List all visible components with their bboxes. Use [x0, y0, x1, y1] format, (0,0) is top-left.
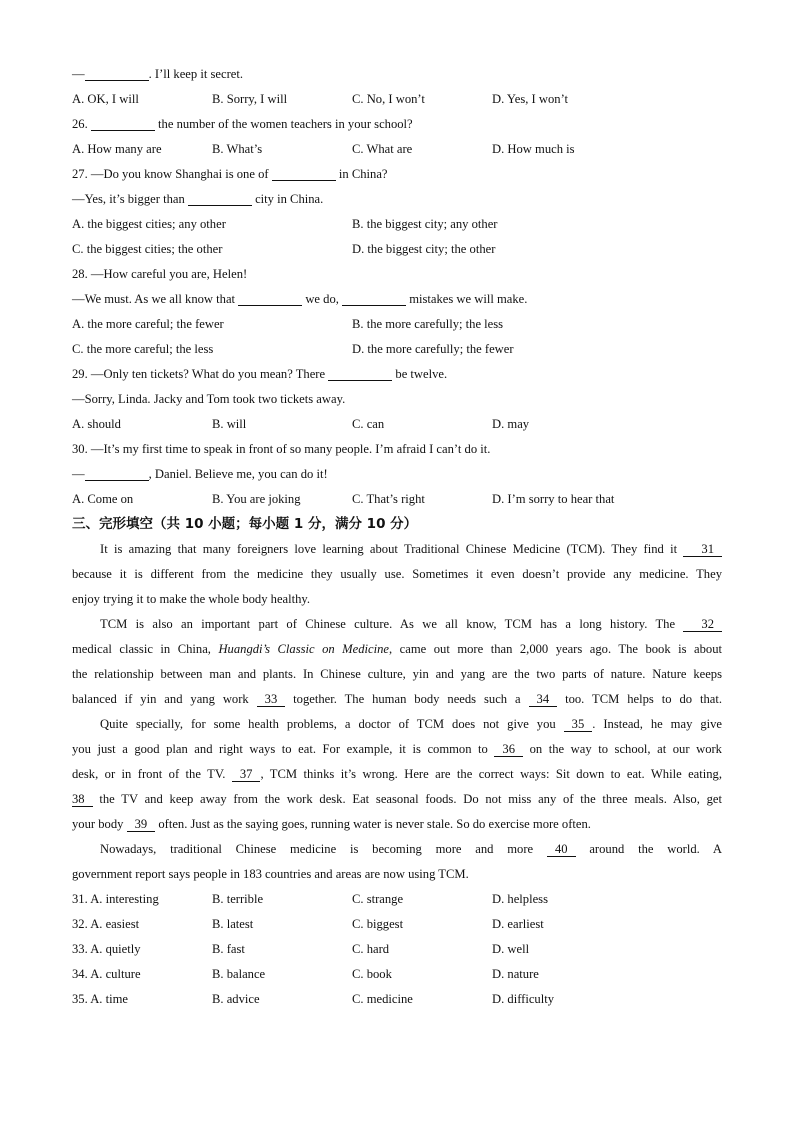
- option-a: 32. A. easiest: [72, 917, 140, 931]
- option-d: D. well: [492, 942, 530, 956]
- passage-line: [72, 737, 722, 762]
- option-a: 35. A. time: [72, 992, 128, 1006]
- option-b: B. fast: [212, 942, 245, 956]
- option-c: C. biggest: [352, 917, 404, 931]
- option-d: D. may: [492, 417, 530, 431]
- passage-line: enjoy trying it to make the whole body healthy.: [72, 592, 311, 606]
- option-d: D. the more carefully; the fewer: [352, 342, 514, 356]
- q28-options-row1: [72, 312, 722, 337]
- q28-line-b: [72, 287, 722, 312]
- option-a: 33. A. quietly: [72, 942, 141, 956]
- option-c: C. the biggest cities; the other: [72, 242, 223, 256]
- passage-line: [72, 537, 722, 562]
- dash: —: [72, 67, 85, 81]
- option-a: A. How many are: [72, 142, 162, 156]
- passage-line: the relationship between man and plants. In Chinese culture, yin and yang are the two parts of nature. Nature keeps: [72, 667, 722, 681]
- passage-text: TCM is also an important part of Chinese culture. As we all know, TCM has a long history. The: [100, 617, 676, 631]
- q30-line-a: 30. —It’s my first time to speak in front of so many people. I’m afraid I can’t do it.: [72, 442, 491, 456]
- option-c: C. medicine: [352, 992, 413, 1006]
- option-a: A. OK, I will: [72, 92, 139, 106]
- q28-text: —We must. As we all know that: [72, 292, 239, 306]
- passage-line: government report says people in 183 countries and areas are now using TCM.: [72, 867, 469, 881]
- blank-33: 33: [257, 692, 286, 707]
- answer-blank: [342, 291, 406, 306]
- q27-options-row2: [72, 237, 722, 262]
- blank-34: 34: [529, 692, 558, 707]
- option-a: A. Come on: [72, 492, 134, 506]
- passage-line: [72, 612, 722, 637]
- q29-line-b: —Sorry, Linda. Jacky and Tom took two tickets away.: [72, 392, 346, 406]
- blank-40: 40: [547, 842, 576, 857]
- option-b: B. advice: [212, 992, 260, 1006]
- q27-line-b: [72, 187, 722, 212]
- passage-text: . Instead, he may give: [592, 717, 723, 731]
- option-c: C. No, I won’t: [352, 92, 425, 106]
- answer-blank: [272, 166, 336, 181]
- passage-text: Quite specially, for some health problems, a doctor of TCM does not give you: [100, 717, 556, 731]
- answer-blank: [328, 366, 392, 381]
- q25-line: [72, 62, 722, 87]
- passage-text: you just a good plan and right ways to eat. For example, it is common to: [72, 742, 488, 756]
- q26-number: 26.: [72, 117, 91, 131]
- option-a: 31. A. interesting: [72, 892, 159, 906]
- passage-line: [72, 712, 722, 737]
- choice-row-35: [72, 987, 722, 1012]
- option-d: D. helpless: [492, 892, 548, 906]
- option-c: C. can: [352, 417, 385, 431]
- blank-38: 38: [72, 792, 93, 807]
- page-content: [72, 62, 722, 1012]
- answer-blank: [85, 466, 149, 481]
- q27-text: city in China.: [251, 192, 324, 206]
- q30-line-b: [72, 462, 722, 487]
- answer-blank: [91, 116, 155, 131]
- passage-text: , TCM thinks it’s wrong. Here are the correct ways: Sit down to eat. While eating,: [260, 767, 722, 781]
- passage-line: [72, 837, 722, 862]
- option-a: A. the biggest cities; any other: [72, 217, 226, 231]
- choice-row-33: [72, 937, 722, 962]
- passage-line: [72, 687, 722, 712]
- q26-text: the number of the women teachers in your school?: [154, 117, 413, 131]
- option-d: D. difficulty: [492, 992, 555, 1006]
- option-d: D. the biggest city; the other: [352, 242, 496, 256]
- option-d: D. earliest: [492, 917, 544, 931]
- choice-row-31: [72, 887, 722, 912]
- passage-text: together. The human body needs such a: [293, 692, 521, 706]
- book-title: Huangdi’s Classic on Medicine: [218, 642, 390, 656]
- option-b: B. Sorry, I will: [212, 92, 288, 106]
- passage-text: around the world. A: [589, 842, 722, 856]
- choice-row-32: [72, 912, 722, 937]
- option-c: C. the more careful; the less: [72, 342, 214, 356]
- passage-text: the TV and keep away from the work desk. Eat seasonal foods. Do not miss any of the three meals. Also, get: [99, 792, 722, 806]
- option-d: D. Yes, I won’t: [492, 92, 569, 106]
- passage: [72, 537, 722, 887]
- blank-35: 35: [564, 717, 593, 732]
- passage-text: often. Just as the saying goes, running water is never stale. So do exercise more often.: [158, 817, 591, 831]
- q30-text: , Daniel. Believe me, you can do it!: [148, 467, 328, 481]
- option-b: B. What’s: [212, 142, 263, 156]
- option-b: B. You are joking: [212, 492, 301, 506]
- section-heading: 三、完形填空（共 10 小题；每小题 1 分，满分 10 分）: [72, 516, 418, 532]
- passage-text: too. TCM helps to do that.: [565, 692, 723, 706]
- option-d: D. nature: [492, 967, 539, 981]
- q27-text: —Yes, it’s bigger than: [72, 192, 188, 206]
- answer-blank: [85, 66, 149, 81]
- option-b: B. will: [212, 417, 247, 431]
- passage-text: medical classic in China,: [72, 642, 219, 656]
- q27-text: 27. —Do you know Shanghai is one of: [72, 167, 272, 181]
- passage-line: [72, 812, 722, 837]
- option-b: B. the biggest city; any other: [352, 217, 498, 231]
- q28-text: mistakes we will make.: [406, 292, 528, 306]
- blank-36: 36: [494, 742, 523, 757]
- passage-text: It is amazing that many foreigners love learning about Traditional Chinese Medicine (TCM). They find it: [100, 542, 678, 556]
- option-c: C. book: [352, 967, 392, 981]
- option-b: B. latest: [212, 917, 254, 931]
- option-b: B. the more carefully; the less: [352, 317, 504, 331]
- q25-text: . I’ll keep it secret.: [148, 67, 244, 81]
- option-d: D. How much is: [492, 142, 575, 156]
- q27-line-a: [72, 162, 722, 187]
- q26-line: [72, 112, 722, 137]
- q28-text: we do,: [302, 292, 343, 306]
- blank-31: 31: [683, 542, 722, 557]
- passage-line: [72, 762, 722, 787]
- choice-row-34: [72, 962, 722, 987]
- option-b: B. balance: [212, 967, 266, 981]
- q30-options: [72, 487, 722, 512]
- q29-options: [72, 412, 722, 437]
- option-c: C. What are: [352, 142, 413, 156]
- answer-blank: [188, 191, 252, 206]
- passage-text: desk, or in front of the TV.: [72, 767, 226, 781]
- q28-options-row2: [72, 337, 722, 362]
- passage-text: Nowadays, traditional Chinese medicine: [100, 842, 337, 856]
- passage-text: on the way to school, at our work: [529, 742, 722, 756]
- option-c: C. That’s right: [352, 492, 425, 506]
- q29-text: 29. —Only ten tickets? What do you mean? There: [72, 367, 329, 381]
- option-c: C. strange: [352, 892, 404, 906]
- blank-39: 39: [127, 817, 156, 832]
- passage-text: is becoming more and more: [349, 842, 534, 856]
- q29-line-a: [72, 362, 722, 387]
- answer-blank: [238, 291, 302, 306]
- passage-text: , came out more than 2,000 years ago. The book is about: [389, 642, 723, 656]
- passage-text: your body: [72, 817, 124, 831]
- option-a: A. the more careful; the fewer: [72, 317, 224, 331]
- option-a: A. should: [72, 417, 121, 431]
- blank-37: 37: [232, 767, 261, 782]
- passage-line: [72, 787, 722, 812]
- option-c: C. hard: [352, 942, 390, 956]
- q29-text: be twelve.: [392, 367, 448, 381]
- q28-line-a: 28. —How careful you are, Helen!: [72, 267, 248, 281]
- q25-options: [72, 87, 722, 112]
- passage-line: because it is different from the medicine they usually use. Sometimes it even doesn’t provide any medicine. They: [72, 567, 722, 581]
- q27-text: in China?: [335, 167, 388, 181]
- q26-options: [72, 137, 722, 162]
- passage-line: [72, 637, 722, 662]
- option-b: B. terrible: [212, 892, 264, 906]
- dash: —: [72, 467, 85, 481]
- q27-options-row1: [72, 212, 722, 237]
- option-d: D. I’m sorry to hear that: [492, 492, 615, 506]
- blank-32: 32: [683, 617, 722, 632]
- option-a: 34. A. culture: [72, 967, 141, 981]
- passage-text: balanced if yin and yang work: [72, 692, 249, 706]
